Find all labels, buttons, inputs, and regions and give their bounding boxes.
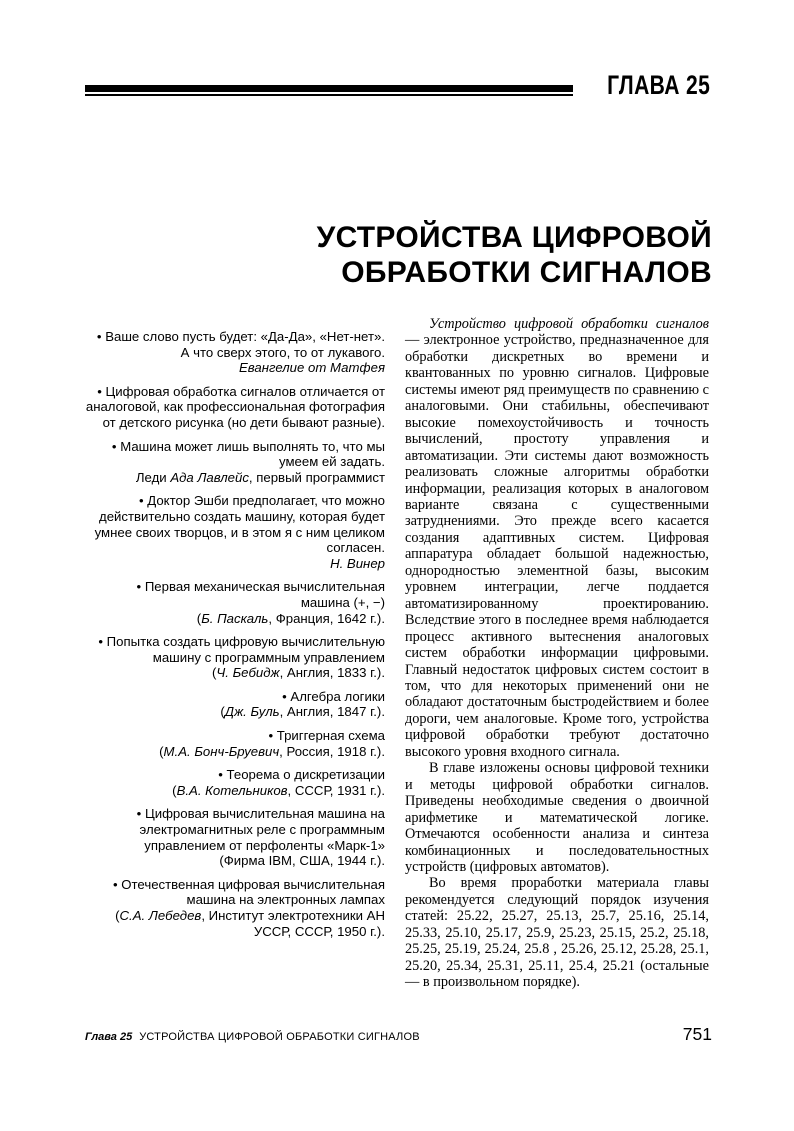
epigraph-text: Цифровая обработка сигналов отличается от аналоговой, как профессиональная фотография от детского рисунка (но дети бывают разные).: [85, 383, 385, 430]
epigraph-attribution: Н. Винер: [330, 555, 385, 571]
page-footer: [85, 1024, 712, 1045]
header-rule-thick: [85, 85, 573, 92]
bullet-icon: •: [282, 688, 287, 704]
epigraph-item: [85, 689, 385, 720]
paragraph-text: В главе изложены основы цифровой техники и методы цифровой обработки сигналов. Приведены необходимые сведения о двоичной арифметике и математической логике. Отмечаются особенности анализа и синтеза комбинационных и последовательностных устройств (цифровых автоматов).: [405, 760, 709, 875]
epigraph-attribution: (М.А. Бонч-Бруевич, Россия, 1918 г.).: [159, 743, 385, 759]
epigraph-item: [85, 728, 385, 759]
bullet-icon: •: [111, 438, 117, 454]
epigraph-text: Алгебра логики: [290, 688, 385, 704]
page-title-line2: ОБРАБОТКИ СИГНАЛОВ: [341, 256, 712, 289]
epigraph-item: [85, 384, 385, 431]
epigraph-item: [85, 767, 385, 798]
page-title: [317, 220, 712, 290]
epigraph-text: Цифровая вычислительная машина на электромагнитных реле с программным управлением от перфоленты «Марк-1»: [139, 806, 385, 853]
epigraph-item: [85, 493, 385, 571]
bullet-icon: •: [136, 806, 142, 822]
header-rule: [85, 85, 573, 97]
bullet-icon: •: [136, 579, 142, 595]
footer-running-head: [85, 1027, 420, 1045]
epigraph-text: Машина может лишь выполнять то, что мы умеем ей задать.: [120, 438, 385, 470]
epigraph-attribution: Евангелие от Матфея: [239, 360, 385, 376]
bullet-icon: •: [98, 634, 103, 650]
footer-title: УСТРОЙСТВА ЦИФРОВОЙ ОБРАБОТКИ СИГНАЛОВ: [139, 1031, 420, 1043]
bullet-icon: •: [218, 767, 223, 783]
bullet-icon: •: [97, 383, 102, 399]
epigraph-text: Первая механическая вычислительная машина (+, −): [144, 579, 385, 610]
epigraph-attribution: (В.А. Котельников, СССР, 1931 г.).: [172, 782, 385, 798]
chapter-header: [85, 72, 710, 99]
bullet-icon: •: [138, 493, 144, 509]
epigraph-text: Ваше слово пусть будет: «Да-Да», «Нет-нет». А что сверх этого, то от лукавого.: [105, 329, 385, 360]
epigraph-text: Отечественная цифровая вычислительная машина на электронных лампах: [121, 876, 385, 908]
epigraph-attribution: (Фирма IBM, США, 1944 г.).: [219, 853, 385, 869]
epigraph-attribution: (Дж. Буль, Англия, 1847 г.).: [220, 704, 385, 720]
paragraph-text: — электронное устройство, предназначенное для обработки дискретных во времени и квантованных по уровню сигналов. Цифровые системы имеют ряд преимуществ по сравнению с аналоговыми. Они стабильны, обеспечивают высокие помехоустойчивость и точность вычислений, простоту управления и автоматизации. Эти системы дают возможность реализовать сложные алгоритмы обработки информации, реализация которых в аналоговом варианте связана с существенными затруднениями. Это прежде всего касается создания адаптивных систем. Цифровая аппаратура обладает большой надежностью, однородностью элементной базы, высоким уровнем интеграции, легче поддается автоматизированному проектированию. Вследствие этого в последнее время наблюдается процесс активного вытеснения аналоговых систем обработки информации цифровыми. Главный недостаток цифровых систем состоит в том, что для некоторых применений они не обладают достаточным быстродействием и более дороги, чем аналоговые. Кроме того, устройства цифровой обработки требуют достаточно высокого уровня входного сигнала.: [405, 332, 709, 760]
paragraph-lead: Устройство цифровой обработки сигналов: [429, 316, 709, 332]
epigraph-text: Триггерная схема: [276, 728, 385, 744]
article-column: [405, 316, 709, 991]
article-paragraph: [405, 316, 709, 760]
chapter-label: ГЛАВА 25: [606, 70, 710, 100]
header-rule-thin: [85, 94, 573, 97]
epigraph-attribution: (Ч. Бебидж, Англия, 1833 г.).: [211, 665, 385, 681]
bullet-icon: •: [268, 728, 274, 744]
epigraph-text: Попытка создать цифровую вычислительную машину с программным управлением: [106, 634, 385, 665]
bullet-icon: •: [96, 329, 102, 344]
epigraph-item: [85, 806, 385, 868]
epigraph-item: [85, 634, 385, 681]
bullet-icon: •: [112, 876, 118, 892]
article-paragraph: [405, 760, 709, 875]
page-title-line1: УСТРОЙСТВА ЦИФРОВОЙ: [316, 221, 712, 254]
epigraph-attribution: Леди Ада Лавлейс, первый программист: [135, 469, 385, 485]
epigraph-text: Теорема о дискретизации: [226, 767, 385, 783]
epigraph-column: [85, 329, 385, 947]
epigraph-item: [85, 877, 385, 939]
paragraph-text: Во время проработки материала главы рекомендуется следующий порядок изучения статей: 25.22, 25.27, 25.13, 25.7, 25.16, 25.14, 25.33, 25.10, 25.17, 25.9, 25.23, 25.15, 25.2, 25.18, 25.25, 25.19, 25.24, 25.8 , 25.26, 25.12, 25.28, 25.1, 25.20, 25.34, 25.31, 25.11, 25.4, 25.21 (остальные — в произвольном порядке).: [405, 875, 709, 991]
epigraph-attribution: (С.А. Лебедев, Институт электротехники АН УССР, СССР, 1950 г.).: [115, 908, 385, 939]
epigraph-item: [85, 579, 385, 626]
epigraph-item: [85, 329, 385, 376]
footer-chapter-label: Глава 25: [85, 1031, 133, 1043]
epigraph-attribution: (Б. Паскаль, Франция, 1642 г.).: [196, 610, 385, 626]
page-number: 751: [682, 1024, 712, 1044]
epigraph-text: Доктор Эшби предполагает, что можно действительно создать машину, которая будет умнее своих творцов, и в этом я с ним целиком согласен.: [94, 493, 385, 556]
article-paragraph: [405, 875, 709, 990]
epigraph-item: [85, 439, 385, 486]
